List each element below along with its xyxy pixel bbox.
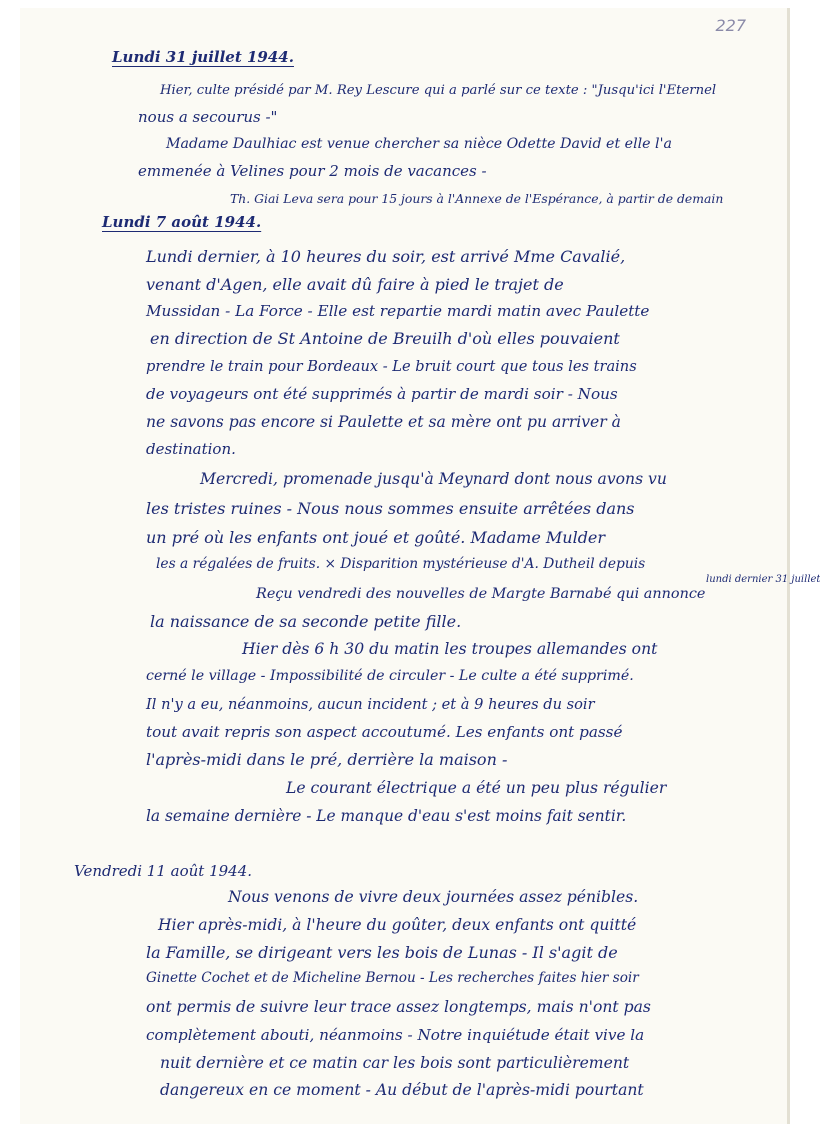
entry-line: Il n'y a eu, néanmoins, aucun incident ; et à 9 heures du soir bbox=[146, 696, 595, 713]
margin-note: lundi dernier 31 juillet bbox=[706, 574, 820, 585]
entry-line: prendre le train pour Bordeaux - Le bruit court que tous les trains bbox=[146, 358, 637, 375]
entry-line: les tristes ruines - Nous nous sommes ensuite arrêtées dans bbox=[146, 499, 635, 518]
entry-line: emmenée à Velines pour 2 mois de vacances - bbox=[138, 162, 487, 180]
entry-line: Mussidan - La Force - Elle est repartie mardi matin avec Paulette bbox=[146, 302, 650, 320]
entry-line: complètement abouti, néanmoins - Notre inquiétude était vive la bbox=[146, 1026, 645, 1044]
entry-line: Hier, culte présidé par M. Rey Lescure qui a parlé sur ce texte : "Jusqu'ici l'Eternel bbox=[160, 83, 717, 98]
entry-line: Th. Giai Leva sera pour 15 jours à l'Annexe de l'Espérance, à partir de demain bbox=[230, 191, 724, 206]
entry-line: Nous venons de vivre deux journées assez pénibles. bbox=[228, 888, 639, 906]
entry-line: Le courant électrique a été un peu plus régulier bbox=[286, 779, 667, 797]
entry-line: ont permis de suivre leur trace assez longtemps, mais n'ont pas bbox=[146, 998, 651, 1016]
entry-date: Lundi 31 juillet 1944. bbox=[112, 48, 294, 66]
page-number: 227 bbox=[715, 16, 746, 35]
entry-line: ne savons pas encore si Paulette et sa mère ont pu arriver à bbox=[146, 413, 621, 431]
entry-line: les a régalées de fruits. × Disparition mystérieuse d'A. Dutheil depuis bbox=[156, 556, 646, 572]
entry-line: en direction de St Antoine de Breuilh d'où elles pouvaient bbox=[150, 329, 620, 348]
entry-line: Hier après-midi, à l'heure du goûter, deux enfants ont quitté bbox=[158, 916, 637, 934]
entry-line: Mercredi, promenade jusqu'à Meynard dont nous avons vu bbox=[200, 470, 667, 488]
entry-line: la Famille, se dirigeant vers les bois de Lunas - Il s'agit de bbox=[146, 943, 618, 962]
entry-line: de voyageurs ont été supprimés à partir de mardi soir - Nous bbox=[146, 385, 618, 403]
entry-line: tout avait repris son aspect accoutumé. Les enfants ont passé bbox=[146, 723, 623, 741]
entry-line: destination. bbox=[146, 440, 236, 458]
entry-line: l'après-midi dans le pré, derrière la maison - bbox=[146, 750, 508, 769]
entry-line: la semaine dernière - Le manque d'eau s'est moins fait sentir. bbox=[146, 807, 627, 825]
entry-line: nuit dernière et ce matin car les bois sont particulièrement bbox=[160, 1054, 630, 1072]
entry-line: Ginette Cochet et de Micheline Bernou - Les recherches faites hier soir bbox=[146, 970, 639, 986]
entry-line: Hier dès 6 h 30 du matin les troupes allemandes ont bbox=[242, 640, 658, 658]
entry-line: dangereux en ce moment - Au début de l'après-midi pourtant bbox=[160, 1081, 644, 1099]
entry-line: Lundi dernier, à 10 heures du soir, est arrivé Mme Cavalié, bbox=[146, 247, 626, 266]
entry-line: Reçu vendredi des nouvelles de Margte Barnabé qui annonce bbox=[256, 586, 706, 602]
page-edge bbox=[787, 8, 790, 1124]
entry-line: venant d'Agen, elle avait dû faire à pied le trajet de bbox=[146, 275, 564, 294]
entry-line: un pré où les enfants ont joué et goûté. Madame Mulder bbox=[146, 528, 606, 547]
entry-line: nous a secourus -" bbox=[138, 108, 278, 126]
diary-page bbox=[20, 8, 820, 1124]
entry-line: Madame Daulhiac est venue chercher sa nièce Odette David et elle l'a bbox=[166, 136, 672, 152]
entry-line: la naissance de sa seconde petite fille. bbox=[150, 612, 462, 631]
entry-line: cerné le village - Impossibilité de circuler - Le culte a été supprimé. bbox=[146, 668, 634, 684]
entry-date: Lundi 7 août 1944. bbox=[102, 213, 262, 231]
entry-date: Vendredi 11 août 1944. bbox=[74, 862, 253, 880]
